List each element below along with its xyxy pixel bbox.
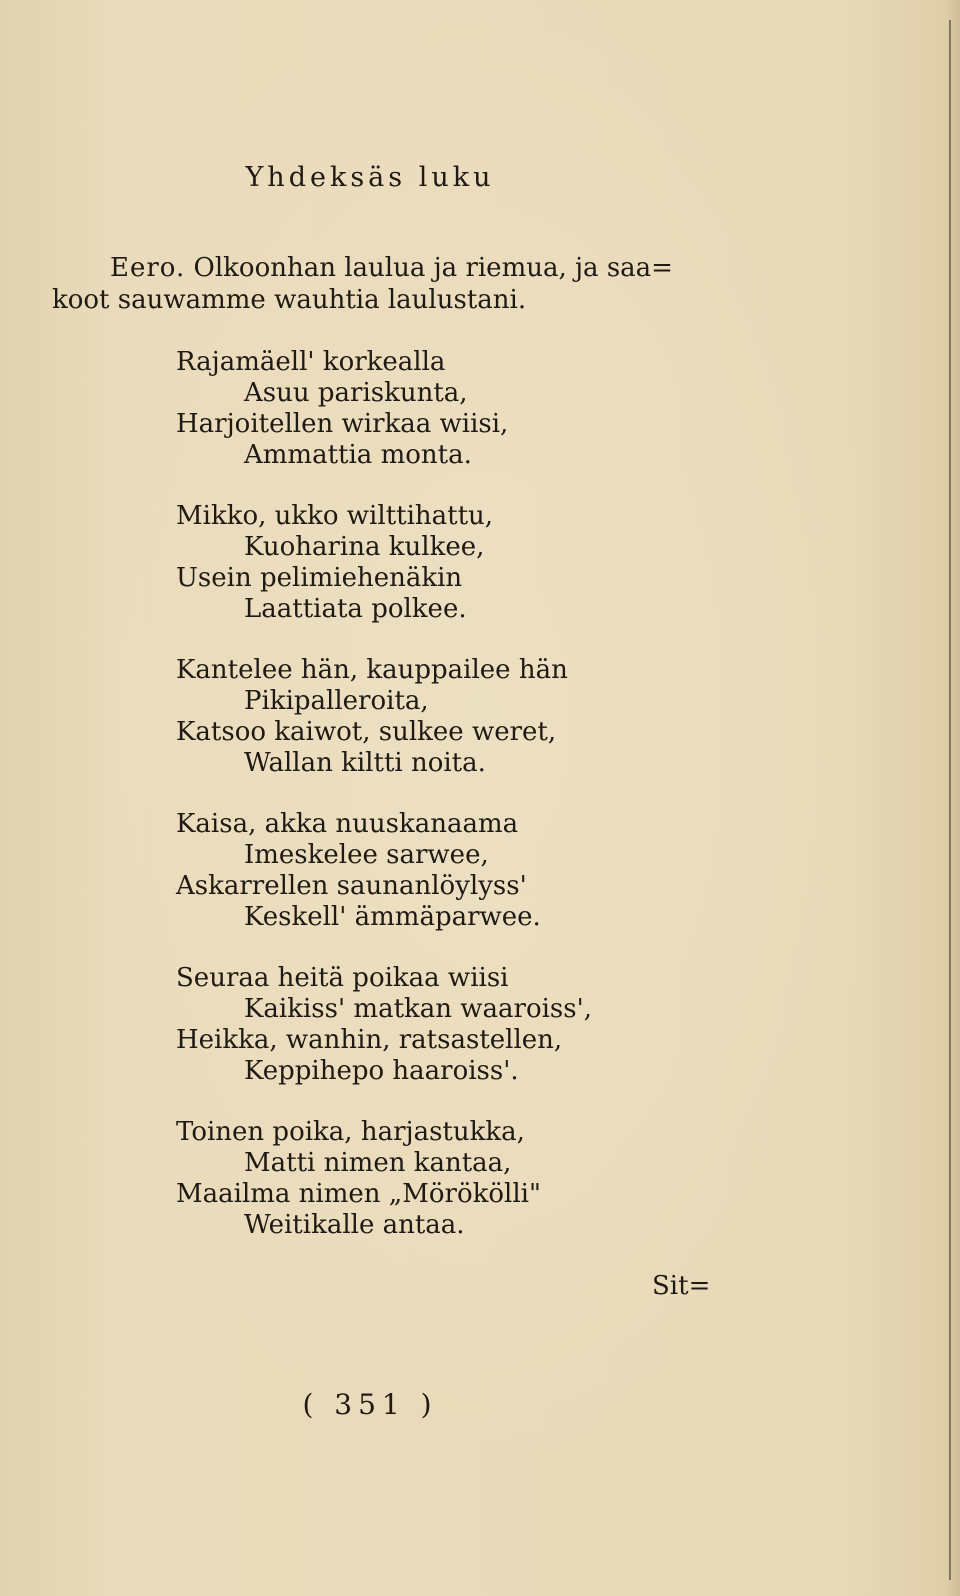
stanza-3	[176, 655, 736, 779]
stanza-2	[176, 501, 736, 625]
verse-line: Kaisa, akka nuuskanaama	[176, 809, 519, 839]
prose-line-2: koot sauwamme wauhtia laulustani.	[52, 285, 527, 315]
verse-line: Mikko, ukko wilttihattu,	[176, 501, 494, 531]
verse-line: Laattiata polkee.	[244, 594, 467, 624]
stanza-6	[176, 1117, 736, 1241]
prose-paragraph	[52, 252, 702, 316]
verse-line: Maailma nimen „Mörökölli"	[176, 1179, 541, 1209]
verse-line: Toinen poika, harjastukka,	[176, 1117, 525, 1147]
stanza-5	[176, 963, 736, 1087]
verse-line: Heikka, wanhin, ratsastellen,	[176, 1025, 563, 1055]
prose-line-1-text: Olkoonhan laulua ja riemua, ja saa=	[193, 253, 673, 283]
catchword: Sit=	[652, 1271, 711, 1301]
verse-line: Ammattia monta.	[244, 440, 472, 470]
page-edge-line	[949, 20, 951, 1580]
verse-line: Rajamäell' korkealla	[176, 347, 446, 377]
verse-line: Wallan kiltti noita.	[244, 748, 486, 778]
verse-line: Imeskelee sarwee,	[244, 840, 489, 870]
verse-line: Harjoitellen wirkaa wiisi,	[176, 409, 509, 439]
verse-line: Askarrellen saunanlöylyss'	[176, 871, 527, 901]
verse-line: Keskell' ämmäparwee.	[244, 902, 541, 932]
verse-line: Kuoharina kulkee,	[244, 532, 485, 562]
verse-line: Usein pelimiehenäkin	[176, 563, 463, 593]
verse-line: Katsoo kaiwot, sulkee weret,	[176, 717, 557, 747]
stanza-1	[176, 347, 736, 471]
verse-line: Matti nimen kantaa,	[244, 1148, 512, 1178]
speaker-name: Eero.	[110, 253, 186, 283]
verse-line: Asuu pariskunta,	[244, 378, 468, 408]
poem	[176, 347, 736, 1271]
prose-line-1	[52, 252, 702, 284]
stanza-4	[176, 809, 736, 933]
verse-line: Weitikalle antaa.	[244, 1210, 465, 1240]
verse-line: Keppihepo haaroiss'.	[244, 1056, 519, 1086]
verse-line: Seuraa heitä poikaa wiisi	[176, 963, 509, 993]
page-number: ( 351 )	[302, 1388, 438, 1421]
verse-line: Kaikiss' matkan waaroiss',	[244, 994, 593, 1024]
verse-line: Kantelee hän, kauppailee hän	[176, 655, 568, 685]
chapter-heading: Yhdeksäs luku	[245, 162, 495, 193]
verse-line: Pikipalleroita,	[244, 686, 429, 716]
